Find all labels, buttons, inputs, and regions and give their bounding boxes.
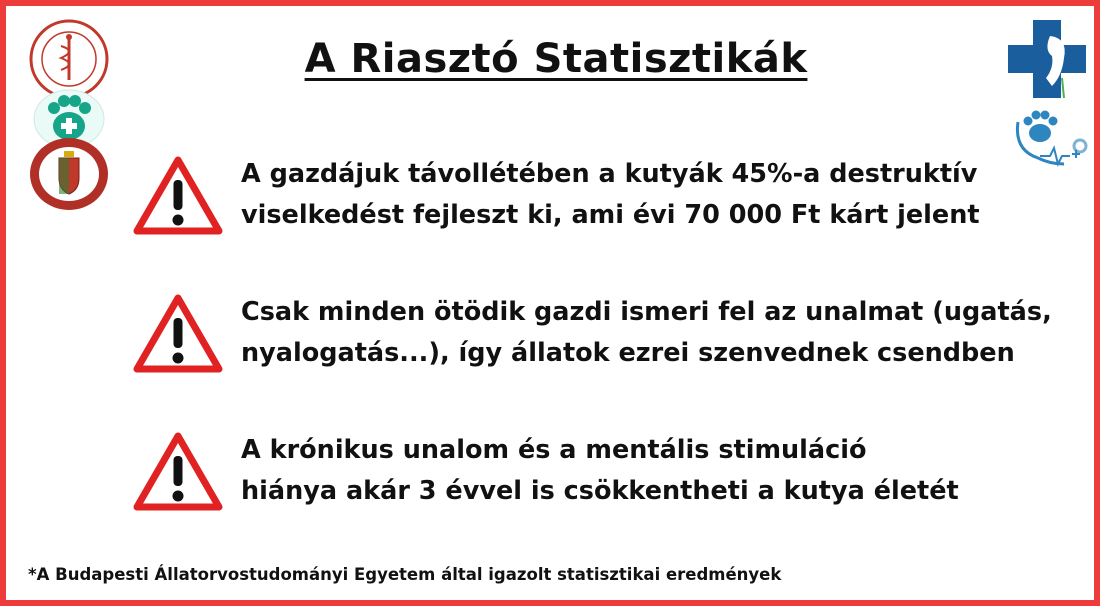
stat-item (126, 430, 1086, 520)
warning-triangle-icon (132, 292, 224, 374)
stat-text-line: A krónikus unalom és a mentális stimuláció (241, 435, 867, 465)
stat-text (241, 430, 959, 512)
stat-item (126, 154, 1086, 244)
stat-text (241, 292, 1052, 374)
page-title (6, 36, 1100, 82)
stat-text-line: nyalogatás...), így állatok ezrei szenvednek csendben (241, 338, 1015, 368)
warning-triangle-icon (132, 154, 224, 236)
stat-text (241, 154, 980, 236)
stat-text-line: hiánya akár 3 évvel is csökkentheti a kutya életét (241, 476, 959, 506)
stat-item (126, 292, 1086, 382)
source-footnote: *A Budapesti Állatorvostudományi Egyetem által igazolt statisztikai eredmények (28, 565, 782, 584)
stat-text-line: viselkedést fejleszt ki, ami évi 70 000 Ft kárt jelent (241, 200, 980, 230)
stat-text-line: A gazdájuk távollétében a kutyák 45%-a destruktív (241, 159, 978, 189)
warning-triangle-icon (132, 430, 224, 512)
page-title-text: A Riasztó Statisztikák (304, 36, 808, 82)
stat-text-line: Csak minden ötödik gazdi ismeri fel az unalmat (ugatás, (241, 297, 1052, 327)
budapest-coat-of-arms-icon (28, 136, 110, 212)
